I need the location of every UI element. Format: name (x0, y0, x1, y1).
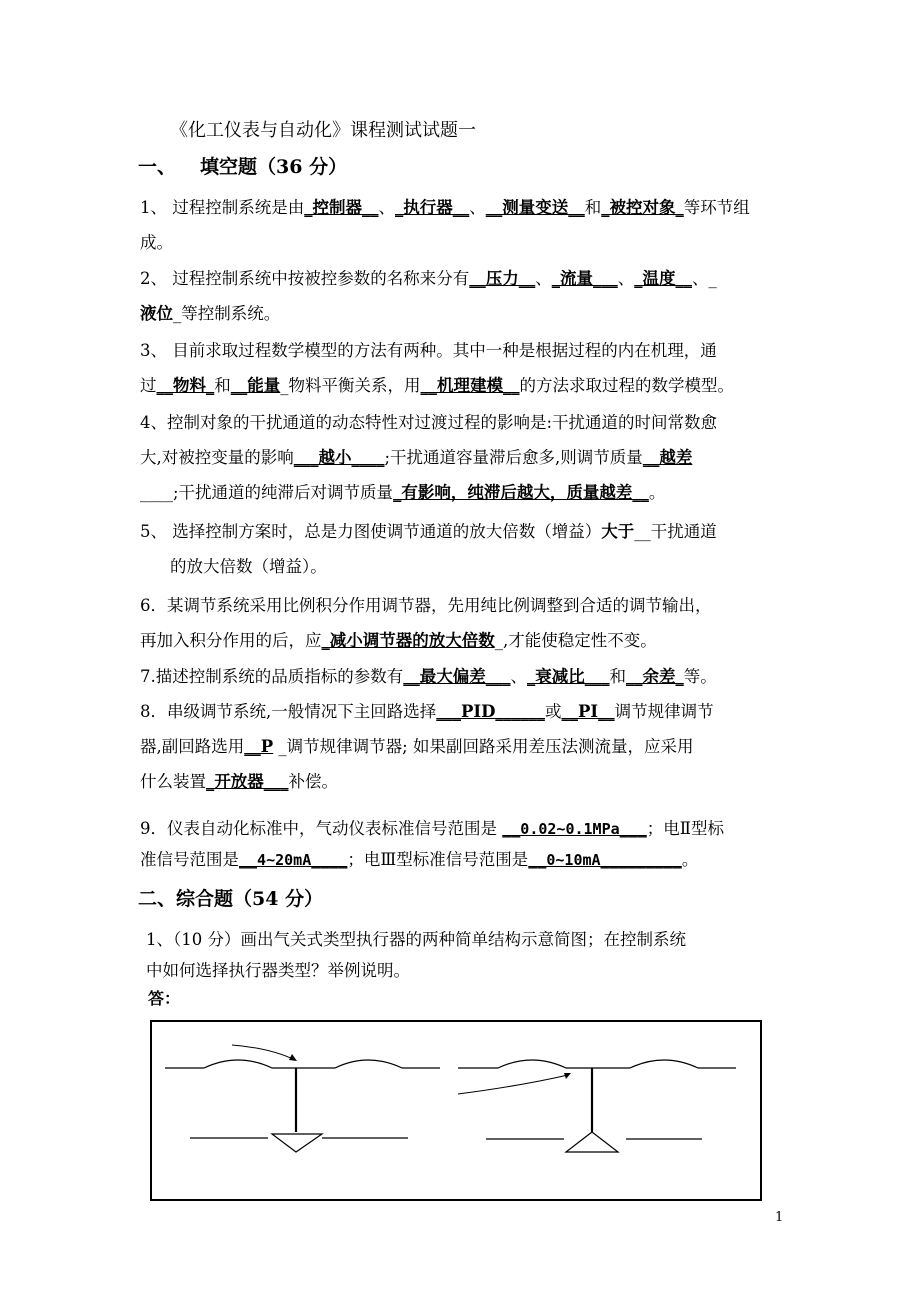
question-4 (140, 405, 796, 510)
section-label: 填空题（36 分） (200, 156, 348, 178)
valve-plug-down (272, 1134, 322, 1152)
q1-text: 成。 (140, 233, 173, 252)
q8-text: 什么装置 (140, 772, 206, 791)
q7-text: 、 (510, 667, 527, 686)
actuator-left (165, 1045, 440, 1152)
section-fill-in-blanks (138, 152, 347, 179)
page-number: 1 (775, 1210, 784, 1225)
q2-text: 2、 过程控制系统中按被控参数的名称来分有 (140, 269, 470, 288)
q4-answer-3: _有影响，纯滞后越大，质量越差__ (393, 483, 649, 502)
q3-text: 的方法求取过程的数学模型。 (519, 376, 734, 395)
q9-text: 。 (681, 850, 699, 869)
question-7 (140, 659, 796, 694)
q9-answer-2: __4~20mA____ (239, 851, 348, 869)
question-8 (140, 694, 796, 799)
q5-text: 的放大倍数（增益）。 (170, 557, 327, 576)
q8-answer-3: __P (244, 737, 274, 756)
q1-sep: 、 (378, 198, 395, 217)
pipe-line-left (165, 1060, 440, 1068)
q1-sep: 和 (584, 198, 602, 217)
question-5 (140, 514, 796, 584)
q8-text: 或 (544, 702, 562, 721)
q6-text: _,才能使稳定性不变。 (494, 631, 657, 650)
q9-text: ；电Ⅲ型标准信号范围是 (347, 850, 529, 869)
q8-answer-4: _开放器___ (206, 772, 289, 791)
q1-answer-3: __测量变送__ (485, 198, 585, 217)
q8-text: 8．串级调节系统,一般情况下主回路选择 (140, 702, 437, 721)
answer-label: 答： (148, 989, 181, 1008)
q9-text: 9．仪表自动化标准中，气动仪表标准信号范围是 (140, 819, 503, 838)
actuator-diagram (150, 1020, 762, 1202)
q8-text: 调节规律调节 (614, 702, 714, 721)
q6-answer-1: _减小调节器的放大倍数 (321, 631, 495, 650)
section-comprehensive (138, 884, 323, 911)
q9-text: 准信号范围是 (140, 850, 239, 869)
q3-text: 和 (214, 376, 231, 395)
question-3 (140, 333, 796, 403)
question-2 (140, 261, 796, 331)
question-6 (140, 588, 796, 658)
pipe-line-right (458, 1060, 736, 1068)
q8-text: 器,副回路选用 (140, 737, 245, 756)
q1-answer-2: _执行器__ (395, 198, 470, 217)
q2-sep: 、 (535, 269, 552, 288)
q4-answer-2: __越差 (642, 448, 693, 467)
q2-answer-4: 液位 (140, 304, 173, 323)
q4-text: 大,对被控变量的影响 (140, 448, 294, 467)
q7-text: 等。 (683, 667, 717, 686)
q4-text: ____;干扰通道的纯滞后对调节质量 (140, 483, 394, 502)
q3-answer-2: __能量 (230, 376, 281, 395)
q1-answer-4: _被控对象_ (601, 198, 684, 217)
c1-text: 中如何选择执行器类型？举例说明。 (146, 961, 410, 980)
c1-text: 1、（10 分）画出气关式类型执行器的两种简单结构示意简图；在控制系统 (146, 930, 686, 949)
q3-text: 过 (140, 376, 157, 395)
arrowhead-right (564, 1073, 571, 1079)
q7-answer-3: __余差_ (626, 667, 684, 686)
q8-answer-2: __PI__ (561, 702, 615, 721)
q2-sep: 、 (617, 269, 635, 288)
q2-sep: 、_ (692, 269, 717, 288)
valve-plug-up (566, 1132, 618, 1152)
q7-text: 和 (609, 667, 626, 686)
q8-text: 补偿。 (288, 772, 338, 791)
q8-answer-1: ___PID______ (436, 702, 545, 721)
q1-answer-1: _控制器__ (304, 198, 379, 217)
q8-text: _调节规律调节器; 如果副回路采用差压法测流量，应采用 (273, 737, 694, 756)
q3-answer-1: __物料_ (156, 376, 215, 395)
q9-answer-1: __0.02~0.1MPa___ (502, 820, 647, 838)
section-label: 综合题（54 分） (176, 888, 324, 910)
q3-text: _物料平衡关系，用 (280, 376, 421, 395)
actuator-right (458, 1060, 736, 1152)
flow-arrow-right (458, 1075, 568, 1094)
q3-answer-3: __机理建模__ (420, 376, 520, 395)
question-1 (140, 190, 796, 260)
section-number: 二、 (138, 888, 177, 910)
q2-answer-2: _流量___ (551, 269, 618, 288)
q5-text: 5、 选择控制方案时，总是力图使调节通道的放大倍数（增益） (140, 522, 602, 541)
q1-text: 等环节组 (683, 198, 750, 217)
q2-answer-3: _温度__ (634, 269, 692, 288)
question-9 (140, 813, 796, 875)
q4-text: ;干扰通道容量滞后愈多,则调节质量 (384, 448, 643, 467)
diagram-frame (151, 1021, 761, 1200)
q9-text: ；电Ⅱ型标 (646, 819, 724, 838)
doc-title: 《化工仪表与自动化》课程测试试题一 (170, 120, 476, 141)
q7-answer-1: __最大偏差___ (403, 667, 511, 686)
q5-answer-1: 大于 (601, 522, 635, 541)
q4-text: 。 (648, 483, 666, 502)
q2-answer-1: __压力__ (469, 269, 536, 288)
q7-answer-2: _衰减比___ (527, 667, 610, 686)
flow-arrow-left (232, 1045, 295, 1060)
q3-text: 3、 目前求取过程数学模型的方法有两种。其中一种是根据过程的内在机理，通 (140, 341, 717, 360)
q5-text: __干扰通道 (634, 522, 717, 541)
q6-text: 6．某调节系统采用比例积分作用调节器，先用纯比例调整到合适的调节输出， (140, 596, 712, 615)
q7-text: 7.描述控制系统的品质指标的参数有 (140, 667, 404, 686)
q2-text: _等控制系统。 (173, 304, 281, 323)
q1-text: 1、 过程控制系统是由 (140, 198, 305, 217)
q1-sep: 、 (469, 198, 486, 217)
q9-answer-3: __0~10mA_________ (528, 851, 682, 869)
q4-text: 4、控制对象的干扰通道的动态特性对过渡过程的影响是:干扰通道的时间常数愈 (140, 413, 718, 432)
section-number: 一、 (138, 156, 177, 178)
comprehensive-question-1 (146, 924, 802, 986)
q4-answer-1: ___越小____ (293, 448, 385, 467)
q6-text: 再加入积分作用的后，应 (140, 631, 322, 650)
